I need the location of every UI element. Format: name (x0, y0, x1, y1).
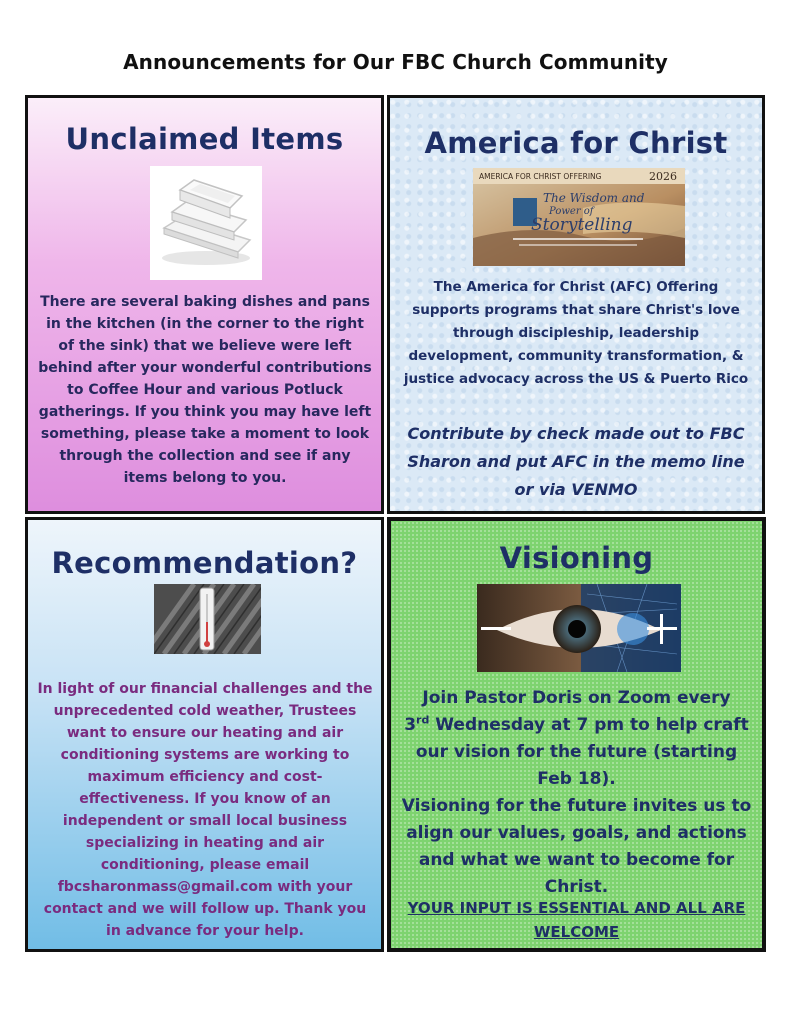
afc-offering-poster (473, 168, 685, 266)
afc-poster-title1: The Wisdom and (543, 191, 645, 205)
recommendation-heading: Recommendation? (51, 546, 358, 580)
unclaimed-items-heading: Unclaimed Items (65, 122, 344, 156)
visioning-schedule-num: 3 (404, 715, 417, 735)
america-for-christ-panel (387, 95, 765, 514)
thermometer-image (154, 584, 261, 654)
visioning-schedule-text (397, 685, 756, 793)
afc-description: The America for Christ (AFC) Offering supports programs that share Christ's love through discipleship, leadership development, community transformation, & justice advocacy across the US & Puerto Rico (403, 279, 749, 387)
unclaimed-items-text: There are several baking dishes and pans in the kitchen (in the corner to the right of the sink) that we believe were left behind after your wonderful contributions to Coffee Hour and various Potluck gatherings. If you think you may have left something, please take a moment to look through the collection and see if any items belong to you. (38, 294, 372, 486)
recommendation-text: In light of our financial challenges and the unprecedented cold weather, Trustees want to ensure our heating and air conditioning systems are working to maximum efficiency and cost-effectiveness. If you know of an independent or small local business specializing in heating and air conditioning, please email fbcsharonmass@gmail.com with your contact and we will follow up. Thank you in advance for your help. (37, 681, 373, 939)
visioning-panel (387, 517, 766, 952)
visioning-welcome-text: YOUR INPUT IS ESSENTIAL AND ALL ARE WELCOME (407, 899, 746, 941)
america-for-christ-heading: America for Christ (424, 126, 728, 160)
afc-poster-year: 2026 (649, 170, 677, 183)
visioning-schedule-sup: rd (416, 713, 430, 727)
afc-contribute-instructions: Contribute by check made out to FBC Sharon and put AFC in the memo line or via VENMO (407, 424, 745, 499)
afc-poster-title2: Power of (549, 206, 594, 217)
baking-dishes-image (150, 166, 262, 280)
page-title: Announcements for Our FBC Church Community (123, 50, 668, 74)
afc-poster-title3: Storytelling (531, 215, 633, 235)
visioning-heading: Visioning (499, 541, 654, 575)
visioning-schedule-pre: Join Pastor Doris on Zoom every (422, 688, 731, 708)
unclaimed-items-panel (25, 95, 384, 514)
visioning-purpose-text: Visioning for the future invites us to align our values, goals, and actions and what we want to become for Christ. (401, 796, 752, 897)
afc-poster-line: AMERICA FOR CHRIST OFFERING (479, 172, 602, 181)
visioning-schedule-post: Wednesday at 7 pm to help craft our vision for the future (starting Feb 18). (415, 715, 749, 789)
recommendation-panel (25, 517, 384, 952)
eye-vision-image (477, 584, 681, 672)
